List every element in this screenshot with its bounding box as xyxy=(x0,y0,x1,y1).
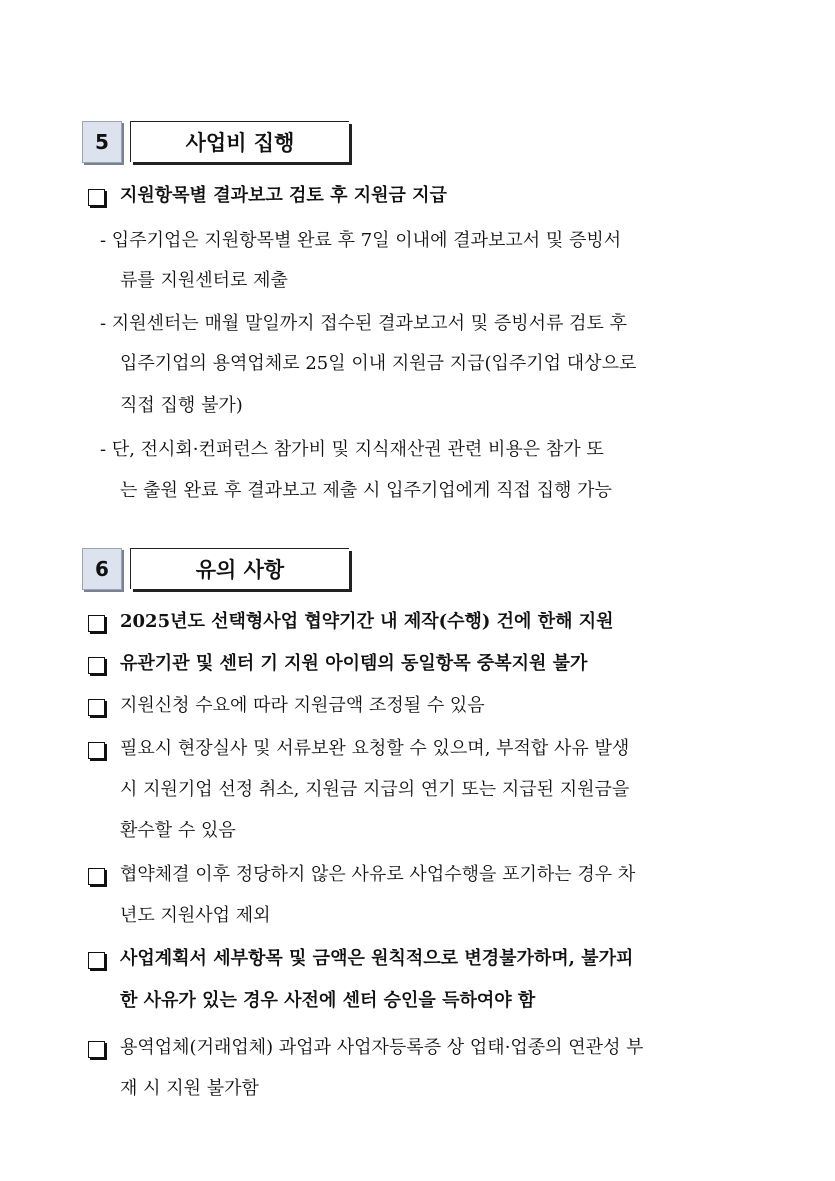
list-item-line: 류를 지원센터로 제출 xyxy=(120,270,288,291)
bullet-line: 2025년도 선택형사업 협약기간 내 제작(수행) 건에 한해 지원 xyxy=(120,611,614,632)
checkbox-square-icon xyxy=(88,699,105,716)
checkbox-square-icon xyxy=(88,742,105,759)
bullet-line: 한 사유가 있는 경우 사전에 센터 승인을 득하여야 함 xyxy=(120,990,536,1011)
checkbox-square-icon xyxy=(88,1041,105,1058)
section-title: 사업비 집행 xyxy=(130,121,349,162)
section-6-header xyxy=(82,548,350,590)
checkbox-square-icon xyxy=(88,615,105,632)
bullet-heading: 지원항목별 결과보고 검토 후 지원금 지급 xyxy=(120,185,447,206)
bullet-line: 용역업체(거래업체) 과업과 사업자등록증 상 업태·업종의 연관성 부 xyxy=(120,1037,644,1058)
bullet-line: 유관기관 및 센터 기 지원 아이템의 동일항목 중복지원 불가 xyxy=(120,653,588,674)
bullet-line: 필요시 현장실사 및 서류보완 요청할 수 있으며, 부적합 사유 발생 xyxy=(120,738,630,759)
checkbox-square-icon xyxy=(88,868,105,885)
section-title: 유의 사항 xyxy=(130,548,349,589)
section-5-header xyxy=(82,121,350,163)
list-item-line: - 단, 전시회·컨퍼런스 참가비 및 지식재산권 관련 비용은 참가 또 xyxy=(100,439,604,460)
bullet-line: 지원신청 수요에 따라 지원금액 조정될 수 있음 xyxy=(120,695,485,716)
checkbox-square-icon xyxy=(88,657,105,674)
list-item-line: - 지원센터는 매월 말일까지 접수된 결과보고서 및 증빙서류 검토 후 xyxy=(100,313,628,334)
list-item-line: - 입주기업은 지원항목별 완료 후 7일 이내에 결과보고서 및 증빙서 xyxy=(100,230,622,251)
bullet-line: 사업계획서 세부항목 및 금액은 원칙적으로 변경불가하며, 불가피 xyxy=(120,948,634,969)
list-item-line: 입주기업의 용역업체로 25일 이내 지원금 지급(입주기업 대상으로 xyxy=(120,353,637,374)
bullet-line: 시 지원기업 선정 취소, 지원금 지급의 연기 또는 지급된 지원금을 xyxy=(120,779,630,800)
section-number: 5 xyxy=(82,121,122,163)
list-item-line: 는 출원 완료 후 결과보고 제출 시 입주기업에게 직접 집행 가능 xyxy=(120,480,612,501)
list-item-line: 직접 집행 불가) xyxy=(120,395,243,416)
checkbox-square-icon xyxy=(88,952,105,969)
section-number: 6 xyxy=(82,548,122,590)
bullet-line: 재 시 지원 불가함 xyxy=(120,1078,259,1099)
bullet-line: 환수할 수 있음 xyxy=(120,820,236,841)
bullet-line: 협약체결 이후 정당하지 않은 사유로 사업수행을 포기하는 경우 차 xyxy=(120,864,636,885)
checkbox-square-icon xyxy=(88,189,105,206)
bullet-line: 년도 지원사업 제외 xyxy=(120,905,271,926)
